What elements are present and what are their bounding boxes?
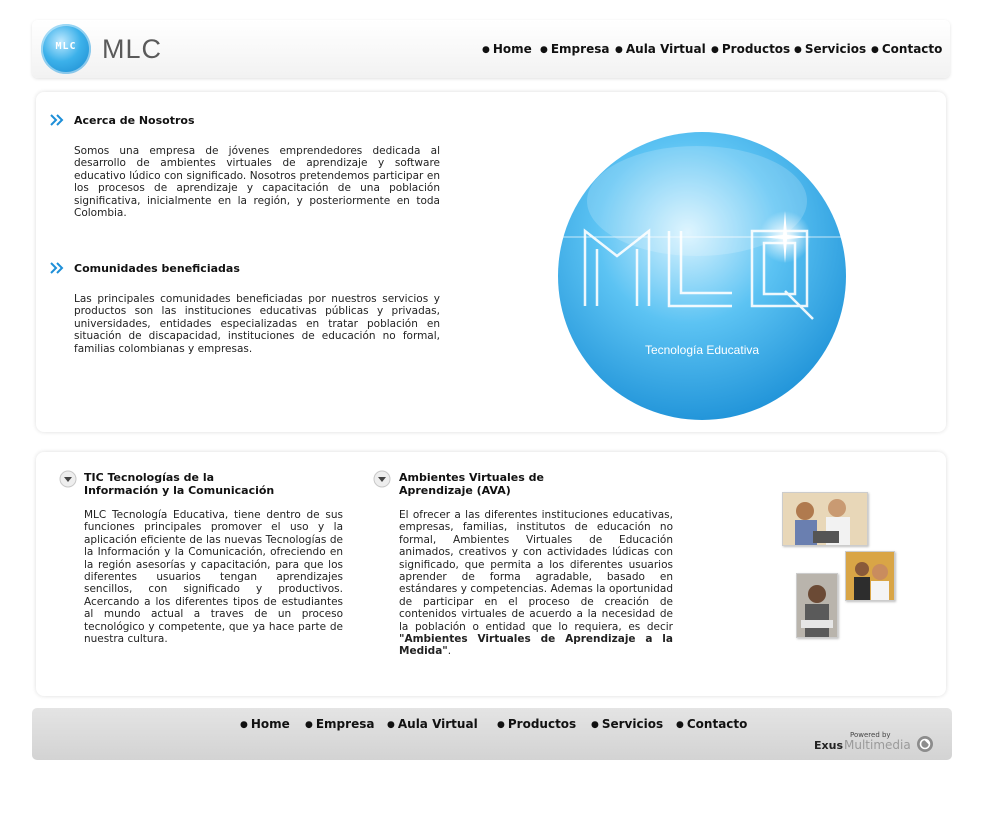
ava-highlight: "Ambientes Virtuales de Aprendizaje a la Medida" [399, 633, 673, 658]
logo-text[interactable]: MLC [102, 34, 163, 64]
double-chevron-right-icon [50, 262, 64, 274]
about-text: Somos una empresa de jóvenes emprendedores dedicada al desarrollo de ambientes virtuales de aprendizaje y software educativo lúdico con significado. Nosotros pretendemos participar en los procesos de aprendizaje y capacitación de una población significativa, inicialmente en la región, y posteriormente en toda Colombia. [74, 145, 440, 220]
powered-by-label: Powered by [850, 731, 891, 739]
hero-tagline: Tecnología Educativa [644, 343, 760, 357]
about-title: Acerca de Nosotros [74, 114, 195, 127]
footer-nav-productos[interactable]: ● Productos [497, 717, 577, 731]
communities-title: Comunidades beneficiadas [74, 262, 240, 275]
footer-nav-home[interactable]: ● Home [240, 717, 290, 731]
ava-text [399, 509, 673, 658]
photo-students-laptop [782, 492, 868, 546]
footer-nav-contacto[interactable]: ● Contacto [676, 717, 748, 731]
photo-group-smiling [845, 551, 895, 601]
ava-text-body: El ofrecer a las diferentes instituciones educativas, empresas, familias, institutos de educación no formal, Ambientes Virtuales de Educación animados, creativos y con actividades lúdicas con significado, que permita a los diferentes usuarios aprender de forma agradable, basado en estándares y competencias. Ademas la oportunidad de participar en el proceso de creación de contenidos virtuales de acuerdo a la necesidad de la población o entidad que lo requiera, es decir [399, 509, 673, 633]
brand-multimedia[interactable]: Multimedia [844, 738, 911, 752]
ava-title-line1: Ambientes Virtuales de [399, 471, 544, 484]
footer-nav-empresa[interactable]: ● Empresa [305, 717, 375, 731]
tic-text: MLC Tecnología Educativa, tiene dentro de sus funciones principales promover el uso y la aplicación eficiente de las nuevas Tecnologías de la Información y la Comunicación, ofreciendo en la región asesorías y capacitación, para que los diferentes usuarios tengan aprendizajes sencillos, con significado y productivos. Acercando a los diferentes tipos de estudiantes al mundo actual a traves de un proceso tecnológico y competente, que ya hace parte de nuestra cultura. [84, 509, 343, 646]
chevron-down-icon [59, 470, 77, 488]
ava-title-line2: Aprendizaje (AVA) [399, 484, 511, 497]
footer-bar [32, 708, 952, 760]
header-bar [32, 20, 950, 78]
tic-title-line1: TIC Tecnologías de la [84, 471, 215, 484]
communities-text: Las principales comunidades beneficiadas por nuestros servicios y productos son las instituciones educativas públicas y privadas, universidades, entidades especializadas en tratar población en situación de discapacidad, instituciones de educación no formal, familias colombianas y empresas. [74, 293, 440, 355]
nav-contacto[interactable]: ● Contacto [871, 42, 943, 56]
double-chevron-right-icon [50, 114, 64, 126]
hero-logo-sphere [557, 131, 847, 421]
nav-home[interactable]: ● Home [482, 42, 532, 56]
tic-title-line2: Información y la Comunicación [84, 484, 275, 497]
tic-title [84, 471, 274, 497]
nav-servicios[interactable]: ● Servicios [794, 42, 867, 56]
logo-mini-text: MLC [55, 41, 77, 52]
photo-woman-studying [796, 573, 838, 638]
nav-productos[interactable]: ● Productos [711, 42, 791, 56]
footer-nav-aula-virtual[interactable]: ● Aula Virtual [387, 717, 478, 731]
brand-exus[interactable]: Exus [814, 739, 843, 752]
nav-aula-virtual[interactable]: ● Aula Virtual [615, 42, 706, 56]
ava-text-end: . [447, 645, 452, 658]
nav-empresa[interactable]: ● Empresa [540, 42, 610, 56]
ava-title [399, 471, 544, 497]
exus-logo-icon[interactable] [916, 735, 934, 753]
chevron-down-icon [373, 470, 391, 488]
footer-nav-servicios[interactable]: ● Servicios [591, 717, 664, 731]
logo-icon[interactable] [41, 24, 91, 74]
